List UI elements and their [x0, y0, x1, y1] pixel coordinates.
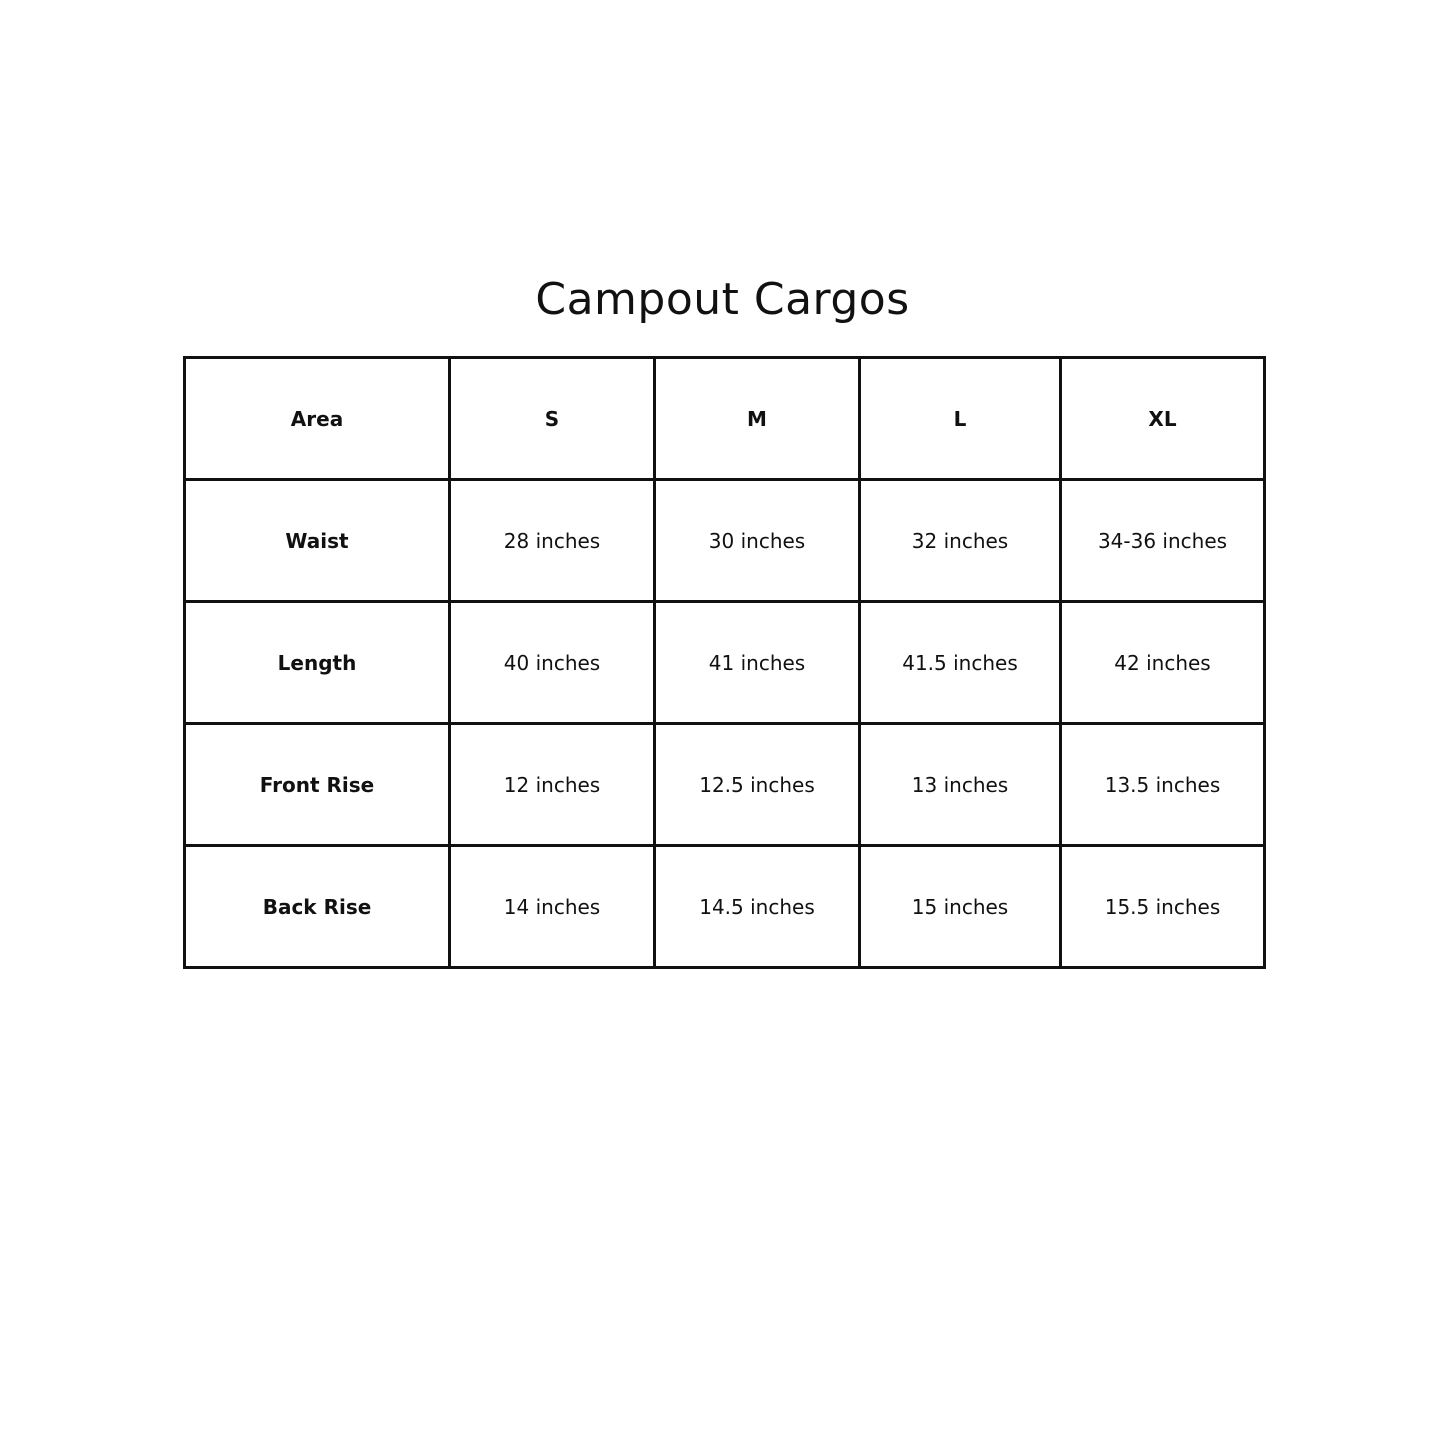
- table-cell: 28 inches: [450, 480, 655, 602]
- table-cell: 34-36 inches: [1061, 480, 1265, 602]
- header-size-l: L: [860, 358, 1061, 480]
- row-label-waist: Waist: [185, 480, 450, 602]
- size-chart-table: [183, 356, 1266, 969]
- table-row: [185, 480, 1265, 602]
- header-size-m: M: [655, 358, 860, 480]
- table-cell: 30 inches: [655, 480, 860, 602]
- table-cell: 14.5 inches: [655, 846, 860, 968]
- table-cell: 13.5 inches: [1061, 724, 1265, 846]
- header-size-xl: XL: [1061, 358, 1265, 480]
- table-cell: 12 inches: [450, 724, 655, 846]
- table-cell: 41.5 inches: [860, 602, 1061, 724]
- table-cell: 14 inches: [450, 846, 655, 968]
- row-label-back-rise: Back Rise: [185, 846, 450, 968]
- table-cell: 15.5 inches: [1061, 846, 1265, 968]
- table-cell: 32 inches: [860, 480, 1061, 602]
- header-size-s: S: [450, 358, 655, 480]
- table-cell: 15 inches: [860, 846, 1061, 968]
- table-cell: 41 inches: [655, 602, 860, 724]
- table-row: [185, 602, 1265, 724]
- page-title: Campout Cargos: [535, 274, 910, 325]
- table-cell: 42 inches: [1061, 602, 1265, 724]
- table-cell: 13 inches: [860, 724, 1061, 846]
- row-label-front-rise: Front Rise: [185, 724, 450, 846]
- table-cell: 40 inches: [450, 602, 655, 724]
- table-header-row: [185, 358, 1265, 480]
- row-label-length: Length: [185, 602, 450, 724]
- header-area: Area: [185, 358, 450, 480]
- table-row: [185, 724, 1265, 846]
- table-row: [185, 846, 1265, 968]
- table-cell: 12.5 inches: [655, 724, 860, 846]
